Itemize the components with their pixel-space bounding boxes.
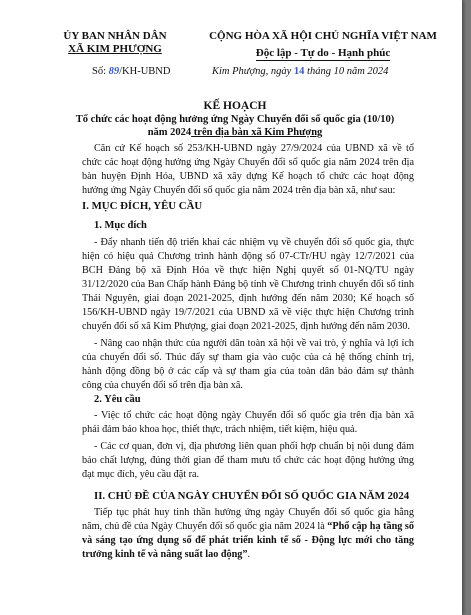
date-prefix: Kim Phượng, ngày <box>212 66 292 77</box>
document-number <box>92 66 170 77</box>
nation-name: CỘNG HÒA XÃ HỘI CHỦ NGHĨA VIỆT NAM <box>209 30 437 42</box>
subtitle-line-2b: trên địa bàn xã Kim Phượng <box>191 127 323 138</box>
theme-paragraph <box>82 506 414 562</box>
number-value: 89 <box>108 66 120 77</box>
issue-date <box>212 66 388 77</box>
issuing-agency <box>40 30 190 56</box>
subtitle-line-1: Tổ chức các hoạt động hưởng ứng Ngày Chuyển đổi số quốc gia (10/10) <box>75 114 395 125</box>
document-subtitle <box>30 113 440 139</box>
theme-end: . <box>247 549 250 560</box>
section-1-sub-1-heading: 1. Mục đích <box>94 220 147 231</box>
requirement-paragraph-1: - Việc tổ chức các hoạt động ngày Chuyển đổi số quốc gia trên địa bàn xã phải đảm bảo khoa học, thiết thực, trách nhiệm, tiết kiệm, hiệu quả. <box>82 410 414 435</box>
subtitle-line-2a: năm 2024 <box>147 127 192 138</box>
purpose-paragraph-2: - Nâng cao nhận thức của người dân toàn xã hội về vai trò, ý nghĩa và lợi ích của chuyển đổi số. Thúc đẩy sự tham gia vào cuộc của cả hệ thống chính trị, hành động đồng bộ ở các cấp và sự tham gia của toàn dân bảo đảm sự thành công của chuyển đổi số trên địa bàn xã. <box>82 338 414 391</box>
national-heading <box>192 30 454 61</box>
intro-paragraph <box>82 142 414 201</box>
theme-quote: “Phổ cập hạ tầng số và sáng tạo ứng dụng số để phát triển kinh tế số - Động lực mới cho tăng trưởng kinh tế và nâng suất lao động” <box>82 521 414 560</box>
requirement-paragraph-2: - Các cơ quan, đơn vị, địa phương liên quan phối hợp chuẩn bị nội dung đảm bảo chất lượng, đúng thời gian để tham mưu tổ chức các hoạt động hưởng ứng đạt mục đích, yêu cầu đặt ra. <box>82 441 414 480</box>
section-1-heading: I. MỤC ĐÍCH, YÊU CẦU <box>82 200 203 212</box>
section-2-body <box>82 506 414 565</box>
agency-line-2: XÃ KIM PHƯỢNG <box>68 43 162 55</box>
section-2-heading: II. CHỦ ĐỀ CỦA NGÀY CHUYỂN ĐỔI SỐ QUỐC GIA NĂM 2024 <box>94 490 410 502</box>
agency-line-1: ỦY BAN NHÂN DÂN <box>63 30 167 42</box>
document-title: KẾ HOẠCH <box>203 100 267 112</box>
intro-text: Căn cứ Kế hoạch số 253/KH-UBND ngày 27/9/2024 của UBND xã về tổ chức các hoạt động hưởng ứng Ngày Chuyển đổi số quốc gia năm 2024 trên địa bàn huyện Định Hóa, UBND xã xây dựng Kế hoạch tổ chức các hoạt động hưởng ứng Ngày Chuyển đổi số quốc gia năm 2024 trên địa bàn xã, như sau: <box>82 143 414 196</box>
date-day: 14 <box>293 66 305 77</box>
section-1-sub-2-heading: 2. Yêu cầu <box>94 394 141 405</box>
date-suffix: tháng 10 năm 2024 <box>307 66 389 77</box>
national-motto: Độc lập - Tự do - Hạnh phúc <box>255 47 391 59</box>
section-1-purpose-body <box>82 236 414 396</box>
number-prefix: Số: <box>92 66 107 77</box>
section-1-requirement-body <box>82 409 414 485</box>
purpose-paragraph-1: - Đẩy nhanh tiến độ triển khai các nhiệm vụ về chuyển đổi số quốc gia, thực hiện có hiệu quả Chương trình hành động số 07-CTr/HU ngày 12/7/2021 của BCH Đảng bộ xã Định Hóa về thực hiện Nghị quyết số 01-NQ/TU ngày 31/12/2020 của Ban Chấp hành Đảng bộ tỉnh về Chương trình chuyển đổi số tỉnh Thái Nguyên, giai đoạn 2021-2025, định hướng đến năm 2030; Kế hoạch số 156/KH-UBND ngày 19/7/2021 của UBND xã về việc thực hiện Chương trình chuyển đổi số xã Kim Phượng, giai đoạn 2021-2025, định hướng đến năm 2030. <box>82 237 414 332</box>
number-suffix: /KH-UBND <box>119 66 171 77</box>
theme-intro-text: Tiếp tục phát huy tinh thần hưởng ứng ngày Chuyển đổi số quốc gia hằng năm, chủ đề của Ngày Chuyển đổi số quốc gia năm 2024 là <box>82 507 414 532</box>
